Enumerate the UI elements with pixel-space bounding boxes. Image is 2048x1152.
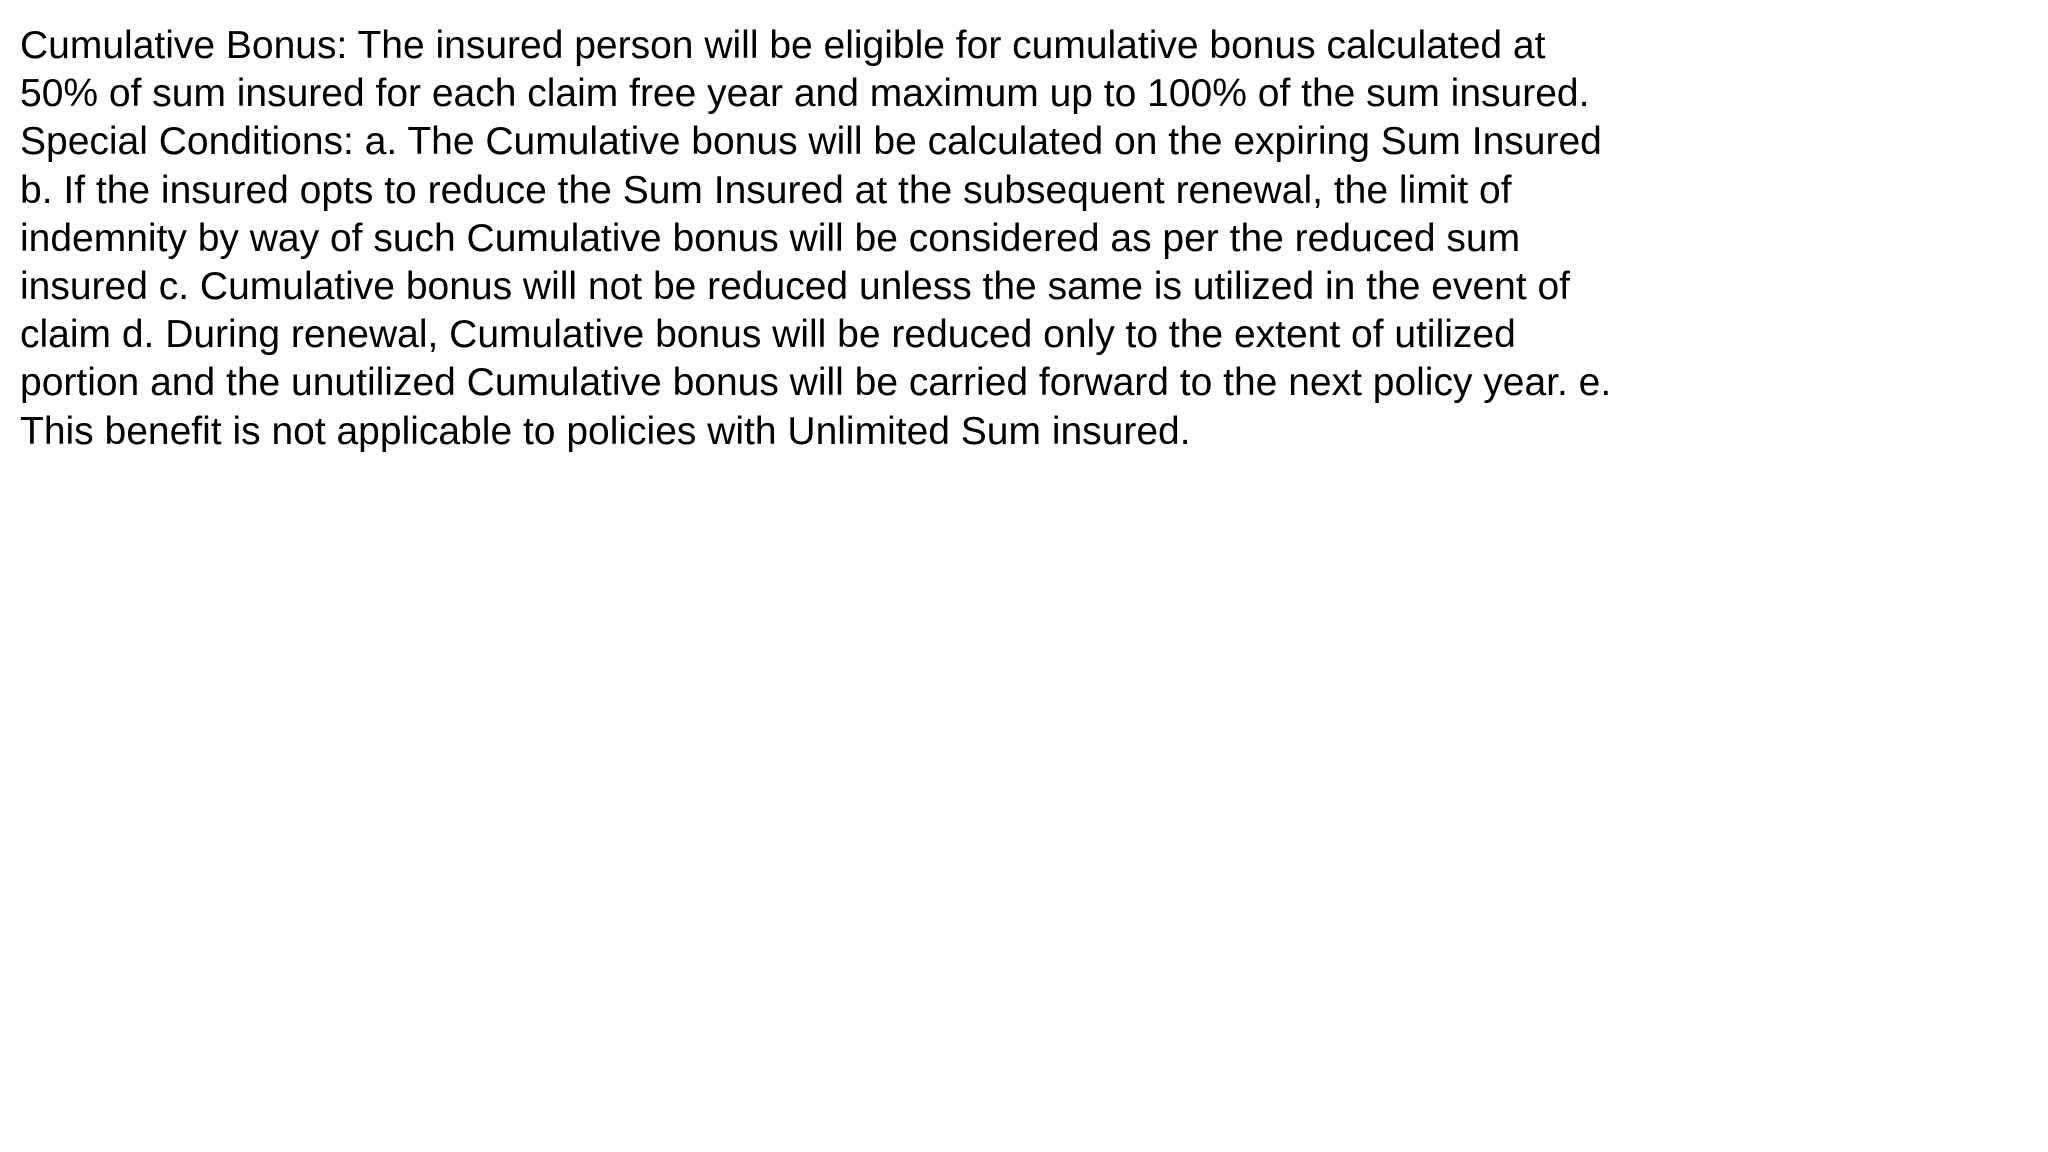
text-line: portion and the unutilized Cumulative bonus will be carried forward to the next policy year. e.: [20, 361, 1612, 405]
text-line: indemnity by way of such Cumulative bonus will be considered as per the reduced sum: [20, 216, 1521, 260]
text-line: Special Conditions: a. The Cumulative bonus will be calculated on the expiring Sum Insured: [20, 120, 1602, 164]
text-line: insured c. Cumulative bonus will not be reduced unless the same is utilized in the event of: [20, 265, 1571, 309]
text-line: Cumulative Bonus: The insured person will be eligible for cumulative bonus calculated at: [20, 24, 1546, 67]
text-line: claim d. During renewal, Cumulative bonus will be reduced only to the extent of utilized: [20, 313, 1516, 357]
text-line: This benefit is not applicable to policies with Unlimited Sum insured.: [20, 409, 1191, 453]
text-line: b. If the insured opts to reduce the Sum Insured at the subsequent renewal, the limit of: [20, 168, 1512, 212]
cumulative-bonus-text: [20, 22, 1720, 456]
text-line: 50% of sum insured for each claim free year and maximum up to 100% of the sum insured.: [20, 72, 1590, 116]
